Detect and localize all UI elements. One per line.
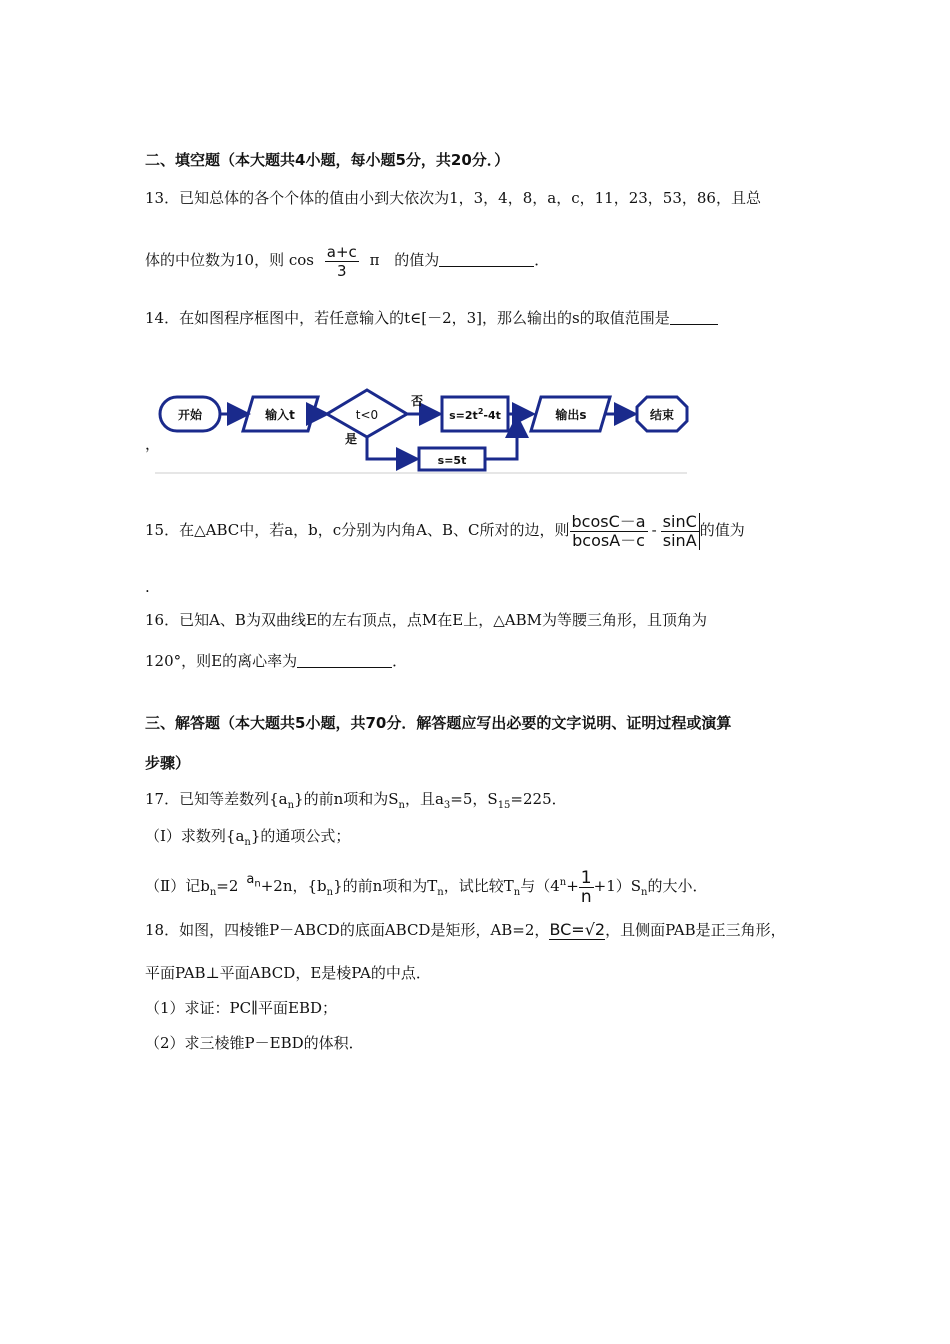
q17-p1-t1: （Ⅰ）求数列{a <box>145 827 245 845</box>
q13-frac-den: 3 <box>337 261 347 280</box>
q17-t2: }的前n项和为S <box>294 790 399 808</box>
q16-line2 <box>145 651 407 671</box>
flow-input-label: 输入t <box>265 408 295 422</box>
q18-t2: ，且侧面PAB是正三角形， <box>605 921 786 939</box>
q17-p2-t2: =2 <box>216 877 239 895</box>
q17-p2-sub4: n <box>513 887 521 898</box>
q17-p1-t2: }的通项公式； <box>250 827 351 845</box>
q13-text-post: 的值为 <box>394 251 440 269</box>
q14-text: 14．在如图程序框图中，若任意输入的t∈[－2，3]，那么输出的s的取值范围是 <box>145 309 670 327</box>
q15-line <box>145 508 745 552</box>
q17-p1-sub: n <box>244 837 251 848</box>
q17-p2-sup: n <box>559 877 567 888</box>
q17-p2-t3: +2n，{b <box>260 877 327 895</box>
q18-line1 <box>145 920 786 940</box>
q14-line1 <box>145 308 718 328</box>
q17-p2-fraction <box>579 869 594 906</box>
section-2-heading: 二、填空题（本大题共4小题，每小题5分，共20分．） <box>145 151 510 169</box>
flow-output-label: 输出s <box>555 408 587 422</box>
q16-line1: 16．已知A、B为双曲线E的左右顶点，点M在E上，△ABM为等腰三角形，且顶角为 <box>145 611 707 629</box>
q17-p2-frac-den: n <box>580 886 592 907</box>
q13-end: ． <box>534 251 550 269</box>
q17-t1: 17．已知等差数列{a <box>145 790 288 808</box>
q17-t5: =225． <box>510 790 567 808</box>
q17-part2 <box>145 858 707 915</box>
q17-p2-exp: a <box>246 872 255 887</box>
q13-text-pre: 体的中位数为10，则 cos <box>145 251 314 269</box>
flow-end-label: 结束 <box>649 408 675 422</box>
q17-p2-exponent <box>246 858 260 907</box>
q17-p2-t9: 的大小． <box>647 877 708 895</box>
q17-p2-t4: }的前n项和为T <box>333 877 438 895</box>
q17-part1 <box>145 826 350 853</box>
q18-line2: 平面PAB⊥平面ABCD，E是棱PA的中点． <box>145 964 431 982</box>
q17-p2-sub5: n <box>641 887 648 898</box>
q17-line1 <box>145 789 567 816</box>
q17-p2-exp-sub: n <box>254 878 261 890</box>
q18-t1: 18．如图，四棱锥P－ABCD的底面ABCD是矩形，AB=2， <box>145 921 550 939</box>
flow-yes-label: 是 <box>344 432 358 446</box>
q15-frac2-num: sinC <box>662 511 697 531</box>
q17-p2-t6: 与（4 <box>520 877 560 895</box>
q17-p2-t1: （Ⅱ）记b <box>145 877 210 895</box>
q14-comma: ， <box>145 435 161 453</box>
q17-sub-3: 3 <box>443 800 451 811</box>
q16-text-pre: 120°，则E的离心率为 <box>145 652 298 670</box>
q17-p2-sub1: n <box>209 887 217 898</box>
q17-t3: ，且a <box>404 790 444 808</box>
q18-part2: （2）求三棱锥P－EBD的体积． <box>145 1034 364 1052</box>
q15-frac2-den: sinA <box>662 530 697 550</box>
q15-end: . <box>145 578 150 596</box>
q14-flowchart <box>155 385 695 485</box>
q15-frac1-den: bcosA－c <box>572 530 645 550</box>
q17-p2-sub2: n <box>326 887 334 898</box>
flow-start-label: 开始 <box>177 408 203 422</box>
q18-part1: （1）求证：PC∥平面EBD； <box>145 999 338 1017</box>
q17-p2-t5: ，试比较T <box>443 877 514 895</box>
q15-frac1-num: bcosC－a <box>571 511 646 531</box>
flow-process-bottom-label: s=5t <box>437 454 467 467</box>
q17-sub-n1: n <box>287 800 295 811</box>
q16-answer-blank <box>297 652 392 668</box>
q14-answer-blank <box>670 309 718 325</box>
q15-fraction-1 <box>570 513 648 550</box>
q17-p2-t8: +1）S <box>593 877 642 895</box>
q13-answer-blank <box>439 251 534 267</box>
q13-line1: 13．已知总体的各个个体的值由小到大依次为1，3，4，8，a，c，11，23，53，86，且总 <box>145 189 761 207</box>
q17-p2-t7: + <box>566 877 579 895</box>
q17-sub-15: 15 <box>497 800 511 811</box>
q17-p2-frac-num: 1 <box>580 867 592 888</box>
q13-line2 <box>145 240 549 280</box>
flow-no-label: 否 <box>410 394 424 408</box>
section-3-heading-line1: 三、解答题（本大题共5小题，共70分．解答题应写出必要的文字说明、证明过程或演算 <box>145 714 732 732</box>
flow-decision-label: t<0 <box>355 408 379 422</box>
q13-frac-num: a+c <box>326 242 357 261</box>
q13-fraction <box>325 243 359 280</box>
flow-process-top-label: $s=2t^2-4t$ <box>449 407 501 422</box>
q17-sub-n2: n <box>398 800 405 811</box>
section-3-heading-line2: 步骤） <box>145 754 191 772</box>
q17-p2-sub3: n <box>437 887 444 898</box>
q16-end: ． <box>392 652 408 670</box>
q18-bc-formula: BC=√2 <box>549 920 606 939</box>
q15-text-pre: 15．在△ABC中，若a，b，c分别为内角A、B、C所对的边，则 <box>145 521 570 539</box>
q15-text-post: 的值为 <box>699 521 745 539</box>
q15-fraction-2 <box>661 513 700 550</box>
q15-minus: - <box>651 521 657 539</box>
q13-pi: π <box>369 251 380 269</box>
q17-t4: =5，S <box>450 790 498 808</box>
